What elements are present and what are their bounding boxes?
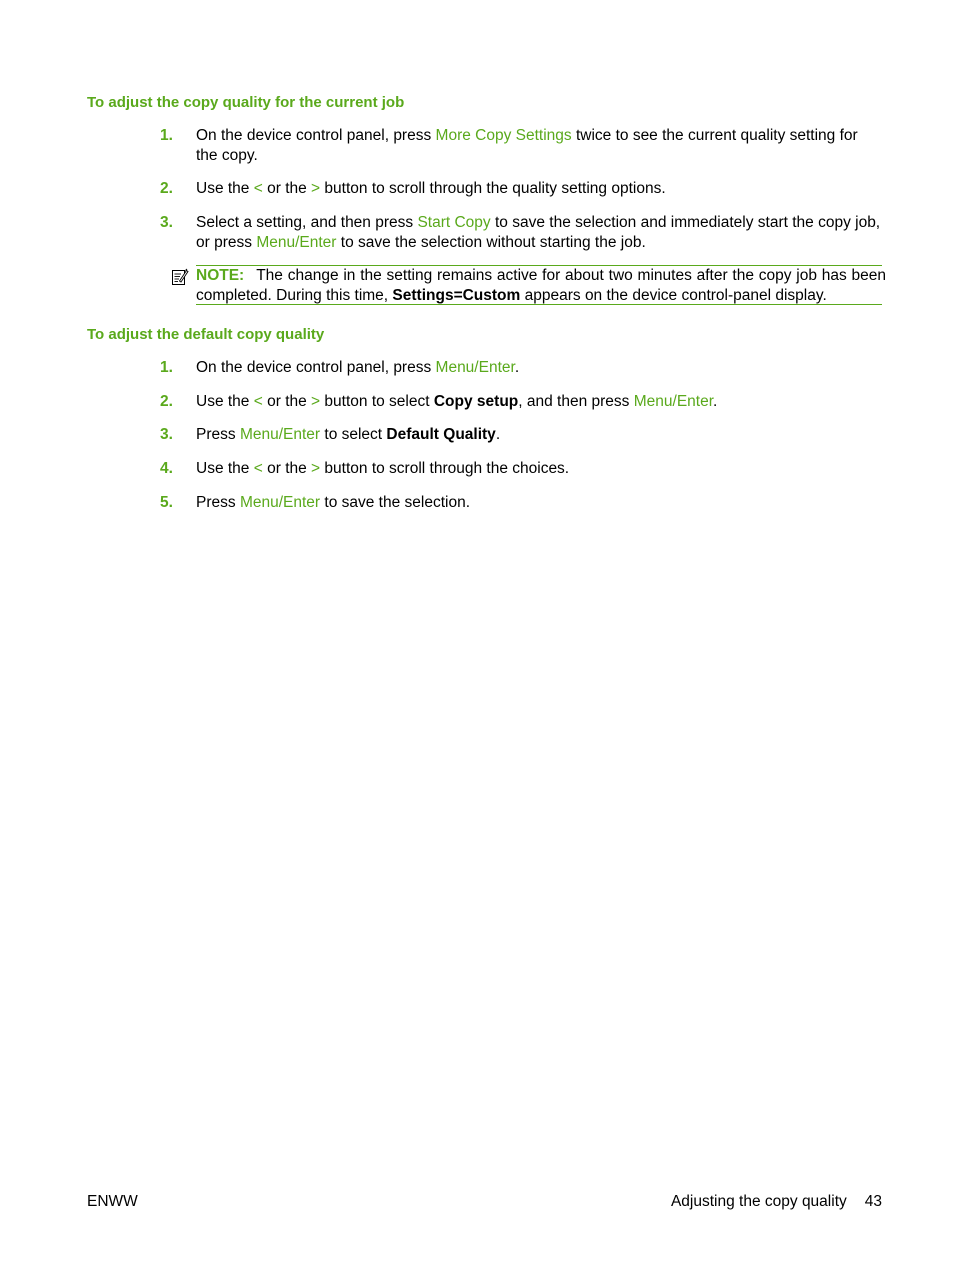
control-name: Menu/Enter <box>239 426 321 443</box>
menu-item-name: Default Quality <box>386 426 496 443</box>
menu-item-name: Copy setup <box>433 393 519 410</box>
control-name: More Copy Settings <box>435 127 572 144</box>
note-icon <box>171 268 189 286</box>
control-name: < <box>253 180 263 197</box>
control-name: > <box>311 393 321 410</box>
step-text: Select a setting, and then press Start Copy to save the selection and immediately start the copy job, or press Menu/Enter to save the selection without starting the job. <box>196 214 881 251</box>
control-name: Menu/Enter <box>633 393 714 410</box>
footer-section-title: Adjusting the copy quality <box>670 1193 847 1210</box>
step-number: 3. <box>160 426 173 443</box>
section-heading-current-job: To adjust the copy quality for the current job <box>87 94 405 111</box>
step-number: 1. <box>160 127 173 144</box>
step-number: 1. <box>160 359 173 376</box>
control-name: Menu/Enter <box>256 233 337 251</box>
step-text: Use the < or the > button to scroll through the choices. <box>196 460 570 477</box>
control-name: < <box>253 393 263 410</box>
control-name: < <box>253 460 263 477</box>
section-heading-default-quality: To adjust the default copy quality <box>87 326 325 343</box>
divider <box>196 304 882 305</box>
note-label: NOTE: <box>196 267 245 284</box>
control-name: Menu/Enter <box>435 359 515 376</box>
step-text: On the device control panel, press More Copy Settings twice to see the current quality setting for the copy. <box>196 127 858 164</box>
step-number: 4. <box>160 460 173 477</box>
step-number: 5. <box>160 494 173 511</box>
step-text: On the device control panel, press Menu/Enter. <box>196 359 520 376</box>
footer-page-info <box>671 1193 882 1211</box>
display-message: Settings=Custom <box>392 287 521 304</box>
note-text: NOTE: The change in the setting remains active for about two minutes after the copy job has been completed. During this time, Settings=Custom appears on the device control-panel display. <box>196 267 886 304</box>
step-text: Press Menu/Enter to save the selection. <box>196 494 470 511</box>
control-name: Menu/Enter <box>239 494 321 511</box>
page-number: 43 <box>864 1193 882 1210</box>
control-name: Start Copy <box>417 214 491 231</box>
step-text: Use the < or the > button to scroll through the quality setting options. <box>196 180 666 197</box>
step-text: Press Menu/Enter to select Default Quality. <box>196 426 501 443</box>
footer-document-code: ENWW <box>87 1193 138 1210</box>
control-name: > <box>311 180 321 197</box>
step-number: 2. <box>160 180 173 197</box>
note-box <box>169 265 886 305</box>
control-name: > <box>311 460 321 477</box>
step-text: Use the < or the > button to select Copy setup, and then press Menu/Enter. <box>196 393 718 410</box>
step-number: 3. <box>160 214 173 231</box>
step-number: 2. <box>160 393 173 410</box>
